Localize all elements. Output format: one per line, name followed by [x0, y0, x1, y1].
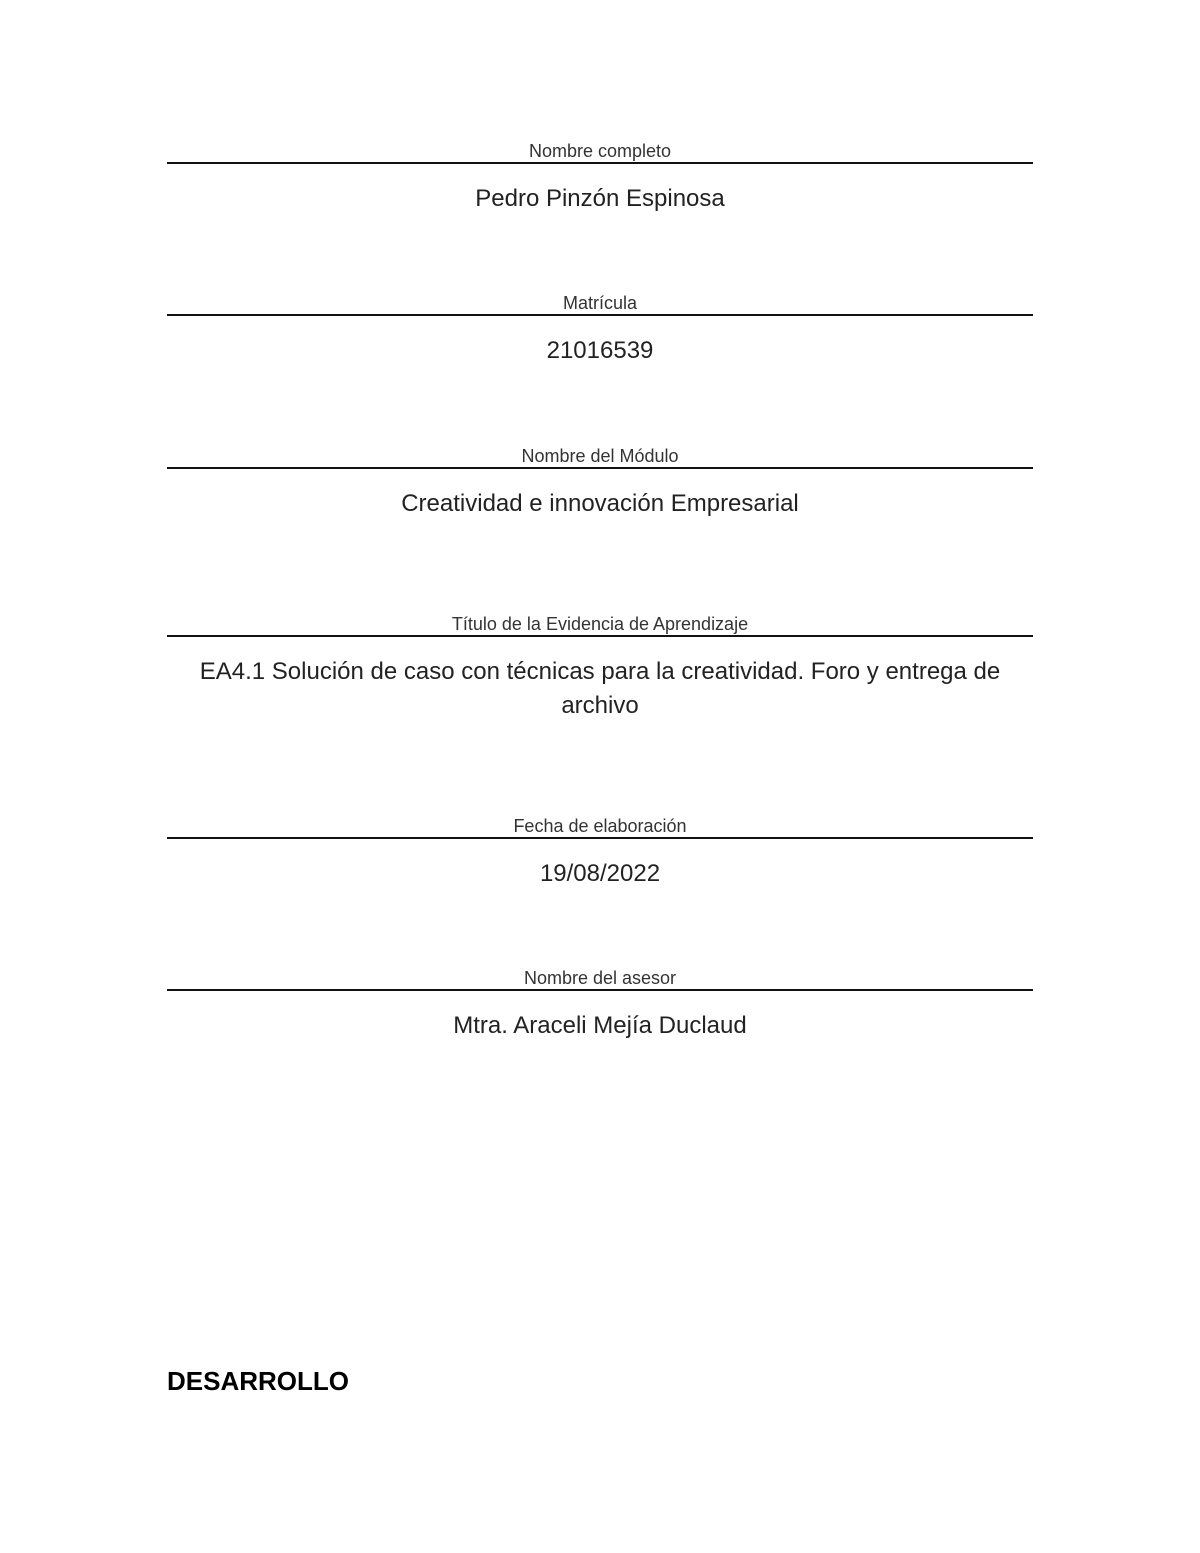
field-matricula [167, 292, 1033, 368]
field-divider [167, 467, 1033, 469]
field-divider [167, 162, 1033, 164]
field-divider [167, 837, 1033, 839]
field-nombre-asesor [167, 967, 1033, 1043]
field-label: Nombre del asesor [523, 968, 677, 988]
field-nombre-completo [167, 140, 1033, 216]
field-value: EA4.1 Solución de caso con técnicas para la creatividad. Foro y entrega de archivo [199, 658, 1001, 719]
field-label: Matrícula [562, 293, 638, 313]
field-label: Nombre del Módulo [521, 446, 679, 466]
field-value: 21016539 [546, 337, 654, 364]
field-divider [167, 314, 1033, 316]
field-divider [167, 989, 1033, 991]
field-label: Nombre completo [528, 141, 672, 161]
section-heading: DESARROLLO [167, 1366, 349, 1396]
field-value: Mtra. Araceli Mejía Duclaud [453, 1012, 747, 1039]
field-nombre-del-modulo [167, 445, 1033, 521]
field-fecha-elaboracion [167, 815, 1033, 891]
field-titulo-evidencia [167, 613, 1033, 723]
field-divider [167, 635, 1033, 637]
field-value: 19/08/2022 [539, 860, 661, 887]
field-value: Creatividad e innovación Empresarial [401, 490, 799, 517]
field-label: Fecha de elaboración [513, 816, 687, 836]
field-value: Pedro Pinzón Espinosa [475, 185, 725, 212]
field-label: Título de la Evidencia de Aprendizaje [451, 614, 749, 634]
